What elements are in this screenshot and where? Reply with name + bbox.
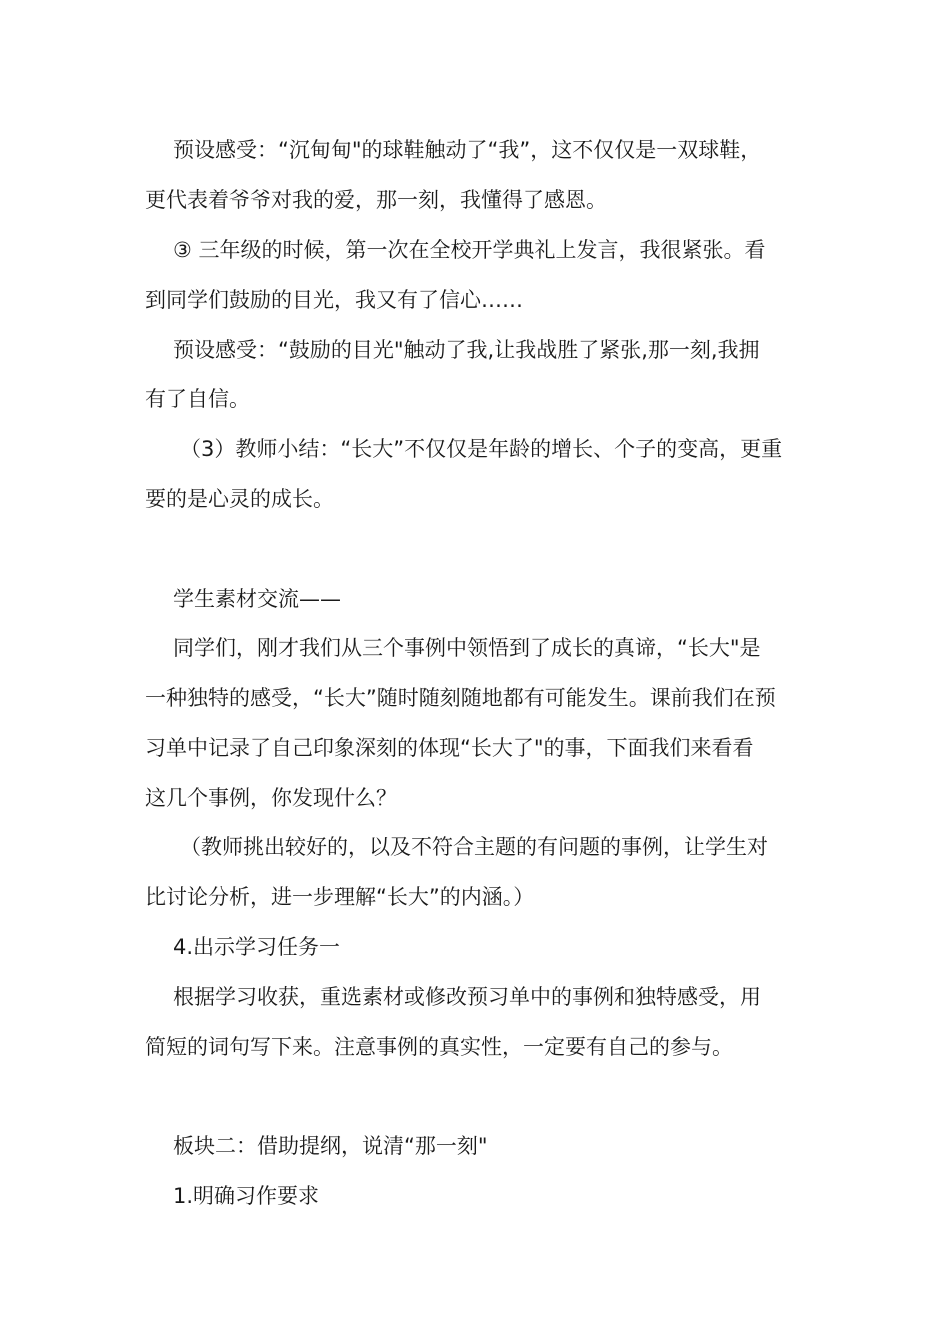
paragraph-line: 根据学习收获，重选素材或修改预习单中的事例和独特感受，用 [173,985,761,1009]
paragraph-line: （教师挑出较好的，以及不符合主题的有问题的事例，让学生对 [180,835,768,859]
paragraph-line: 到同学们鼓励的目光，我又有了信心…… [145,288,523,312]
section-heading: 板块二：借助提纲，说清“那一刻" [173,1134,488,1158]
section-heading: 1.明确习作要求 [173,1184,320,1208]
paragraph-line: 预设感受：“沉甸甸"的球鞋触动了“我”，这不仅仅是一双球鞋， [173,138,762,162]
paragraph-line: 简短的词句写下来。注意事例的真实性，一定要有自己的参与。 [145,1035,733,1059]
paragraph-line: 习单中记录了自己印象深刻的体现“长大了"的事，下面我们来看看 [145,736,754,760]
paragraph-line: 预设感受：“鼓励的目光"触动了我,让我战胜了紧张,那一刻,我拥 [173,338,760,362]
section-heading: 学生素材交流—— [173,587,341,611]
paragraph-line: 更代表着爷爷对我的爱，那一刻，我懂得了感恩。 [145,188,607,212]
paragraph-line: 这几个事例，你发现什么？ [145,786,397,810]
paragraph-line: 要的是心灵的成长。 [145,487,334,511]
paragraph-line: 同学们，刚才我们从三个事例中领悟到了成长的真谛，“长大"是 [173,636,761,660]
paragraph-line: （3）教师小结：“长大”不仅仅是年龄的增长、个子的变高，更重 [180,437,783,461]
paragraph-line: ③ 三年级的时候，第一次在全校开学典礼上发言，我很紧张。看 [173,238,766,262]
paragraph-line: 有了自信。 [145,387,250,411]
paragraph-line: 一种独特的感受，“长大”随时随刻随地都有可能发生。课前我们在预 [145,686,776,710]
paragraph-line: 比讨论分析，进一步理解“长大”的内涵。） [145,885,535,909]
section-heading: 4.出示学习任务一 [173,935,341,959]
